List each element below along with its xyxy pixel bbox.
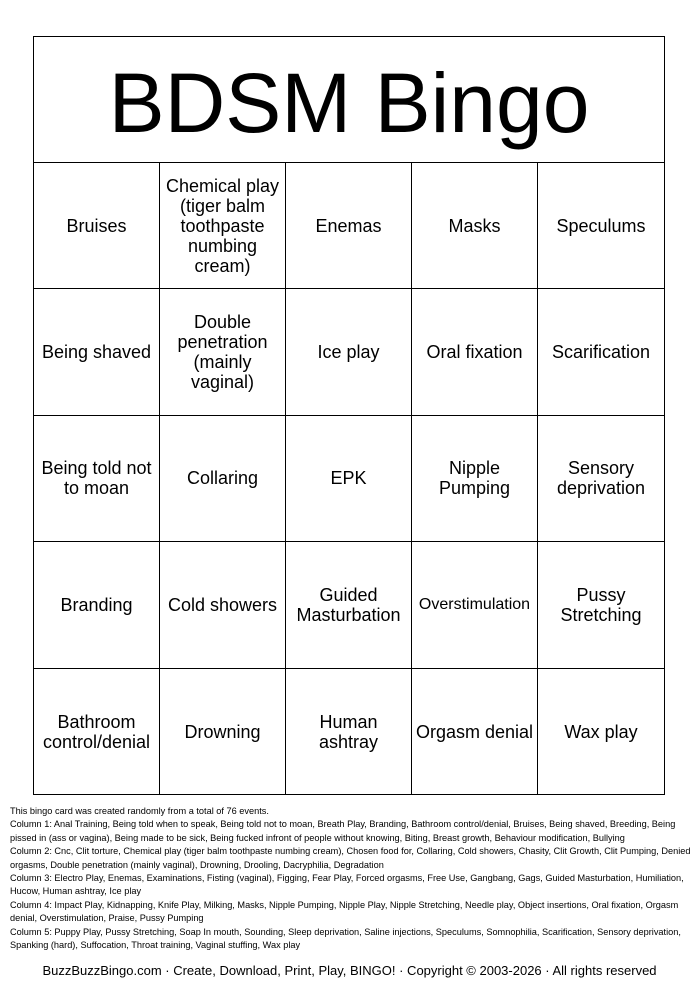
bingo-cell: Scarification <box>538 289 664 415</box>
bingo-cell: Ice play <box>286 289 412 415</box>
bingo-cell: Sensory deprivation <box>538 416 664 542</box>
event-list-intro: This bingo card was created randomly from a total of 76 events. <box>10 806 269 816</box>
footer-copyright: BuzzBuzzBingo.com · Create, Download, Print, Play, BINGO! · Copyright © 2003-2026 · All rights reserved <box>42 963 657 978</box>
event-list-column-1: Column 1: Anal Training, Being told when to speak, Being told not to moan, Breath Play, Branding, Bathroom control/denial, Bruises, Being shaved, Breeding, Being pissed in (ass or vagina), Being made to be sick, Being fucked infront of people without knowing, Biting, Breast growth, Behaviour modification, Bullying <box>10 819 676 843</box>
bingo-card <box>33 36 665 795</box>
event-list-column-3: Column 3: Electro Play, Enemas, Examinations, Fisting (vaginal), Figging, Fear Play, Forced orgasms, Free Use, Gangbang, Gags, Guided Masturbation, Humiliation, Hucow, Human ashtray, Ice play <box>10 873 684 897</box>
bingo-grid <box>34 163 664 795</box>
bingo-cell: Oral fixation <box>412 289 538 415</box>
bingo-cell: Overstimulation <box>412 542 538 668</box>
card-title: BDSM Bingo <box>34 37 664 163</box>
bingo-cell: Human ashtray <box>286 669 412 795</box>
bingo-cell: Enemas <box>286 163 412 289</box>
bingo-cell: Bathroom control/denial <box>34 669 160 795</box>
bingo-cell: Nipple Pumping <box>412 416 538 542</box>
bingo-cell: Collaring <box>160 416 286 542</box>
bingo-cell: Double penetration (mainly vaginal) <box>160 289 286 415</box>
bingo-cell: Guided Masturbation <box>286 542 412 668</box>
bingo-cell: Pussy Stretching <box>538 542 664 668</box>
bingo-cell: Branding <box>34 542 160 668</box>
bingo-cell: Wax play <box>564 721 638 742</box>
bingo-cell: EPK <box>286 416 412 542</box>
event-list-column-2: Column 2: Cnc, Clit torture, Chemical play (tiger balm toothpaste numbing cream), Chosen food for, Collaring, Cold showers, Chasity, Clit Growth, Clit Pumping, Denied orgasms, Double penetration (mainly vaginal), Drowning, Drooling, Dacryphilia, Degradation <box>10 846 691 870</box>
bingo-cell: Orgasm denial <box>412 669 538 795</box>
event-list-column-4: Column 4: Impact Play, Kidnapping, Knife Play, Milking, Masks, Nipple Pumping, Nipple Play, Nipple Stretching, Needle play, Object insertions, Oral fixation, Orgasm denial, Overstimulation, Praise, Pussy Pumping <box>10 899 679 924</box>
bingo-cell: Drowning <box>160 669 286 795</box>
event-list <box>10 805 692 952</box>
bingo-cell: Chemical play (tiger balm toothpaste numbing cream) <box>160 163 286 289</box>
bingo-cell: Being shaved <box>34 289 160 415</box>
bingo-cell: Bruises <box>34 163 160 289</box>
bingo-cell: Cold showers <box>160 542 286 668</box>
bingo-cell: Being told not to moan <box>34 416 160 542</box>
bingo-cell: Masks <box>412 163 538 289</box>
event-list-column-5: Column 5: Puppy Play, Pussy Stretching, Soap In mouth, Sounding, Sleep deprivation, Saline injections, Speculums, Somnophilia, Scarification, Sensory deprivation, Spanking (hard), Suffocation, Throat training, Vaginal stuffing, Wax play <box>10 926 681 951</box>
bingo-cell: Speculums <box>538 163 664 289</box>
